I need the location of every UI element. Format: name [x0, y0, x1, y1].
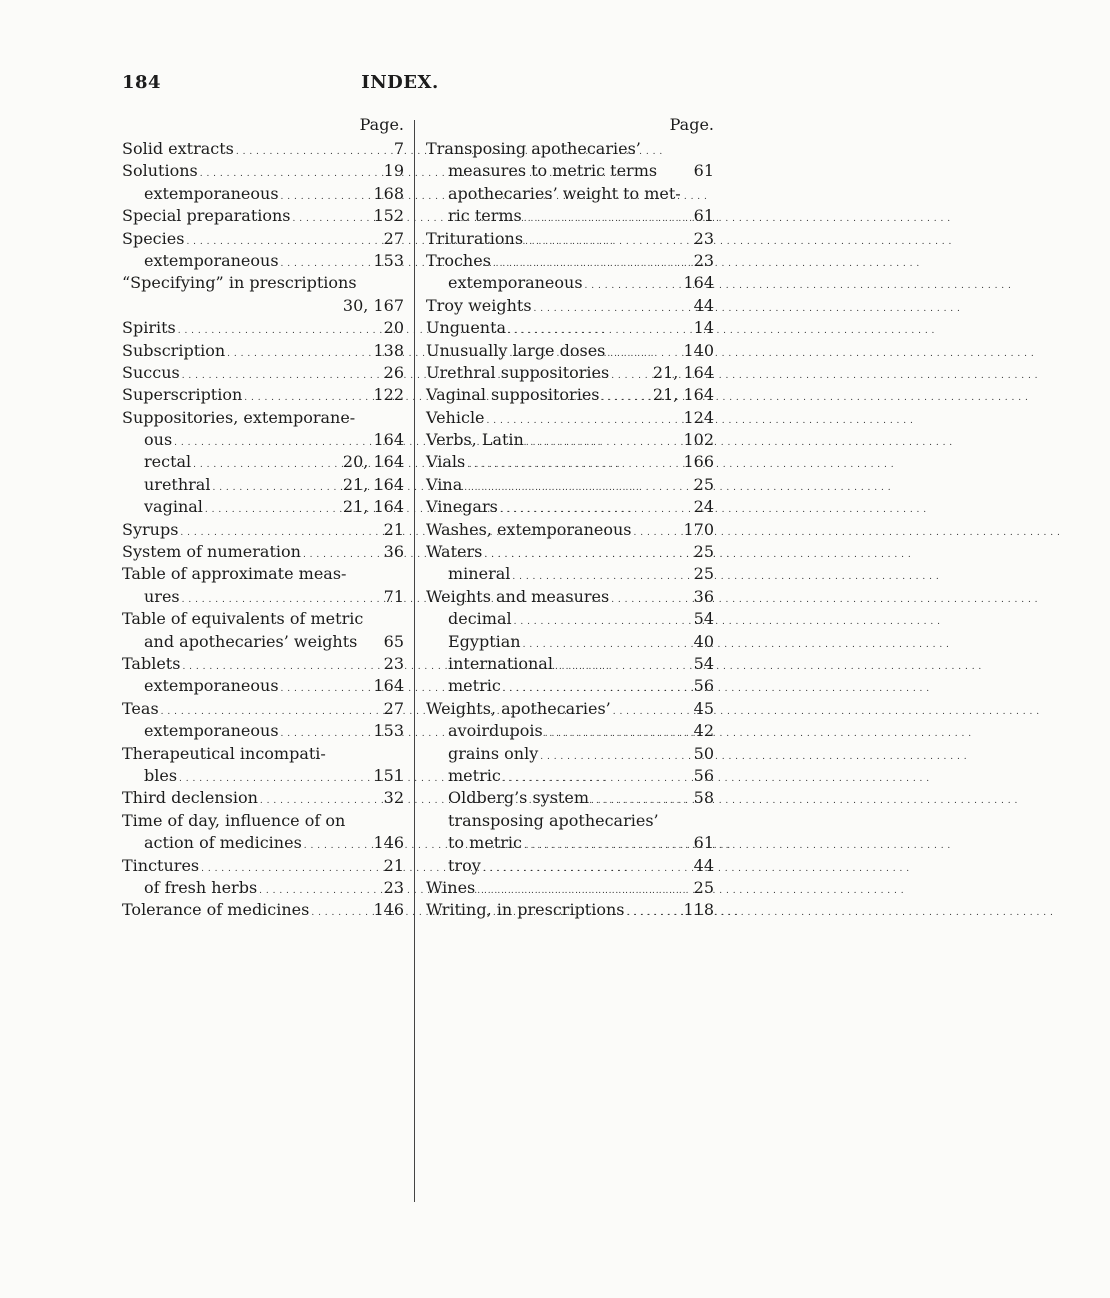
entry-term: of fresh herbs	[144, 877, 258, 897]
entry-page-ref: 102	[683, 430, 714, 450]
entry-page-ref: 58	[693, 788, 714, 808]
entry-term: Syrups	[122, 519, 179, 539]
entry-term: mineral	[448, 564, 511, 584]
entry-term: Waters	[426, 542, 483, 562]
index-entry	[122, 810, 404, 832]
entry-page-ref: 146	[373, 833, 404, 853]
index-entry	[426, 899, 714, 921]
entry-term: measures to metric terms	[448, 161, 658, 181]
entry-page-ref: 56	[693, 765, 714, 785]
entry-term: Spirits	[122, 318, 176, 338]
index-entry	[122, 340, 404, 362]
index-entry	[426, 541, 714, 563]
index-entry	[122, 631, 404, 653]
entry-term: grains only	[448, 743, 539, 763]
entry-page-ref: 45	[693, 698, 714, 718]
index-entry	[426, 765, 714, 787]
index-entry	[122, 138, 404, 160]
index-entry	[426, 810, 714, 832]
entry-term: rectal	[144, 452, 192, 472]
entry-term: extemporaneous	[448, 273, 583, 293]
index-entry	[122, 765, 404, 787]
index-entry	[122, 832, 404, 854]
entry-page-ref: 61	[693, 206, 714, 226]
entry-term: apothecaries’ weight to met-	[448, 183, 681, 203]
entry-page-ref: 164	[683, 273, 714, 293]
index-entry	[426, 698, 714, 720]
entry-term: metric	[448, 765, 501, 785]
index-entry	[426, 743, 714, 765]
entry-page-ref: 151	[373, 765, 404, 785]
index-entry	[426, 787, 714, 809]
index-entry	[426, 340, 714, 362]
entry-term: Subscription	[122, 340, 226, 360]
index-entry	[122, 228, 404, 250]
entry-page-ref: 27	[383, 698, 404, 718]
entry-page-ref: 118	[683, 900, 714, 920]
entry-page-ref: 27	[383, 228, 404, 248]
entry-term: Oldberg’s system	[448, 788, 589, 808]
index-entry	[426, 832, 714, 854]
entry-page-ref: 14	[693, 318, 714, 338]
index-entry	[426, 407, 714, 429]
entry-page-ref: 61	[693, 833, 714, 853]
index-column-right	[426, 112, 714, 922]
entry-page-ref: 21	[383, 519, 404, 539]
entry-term: ric terms	[448, 206, 522, 226]
entry-page-ref: 21, 164	[342, 474, 404, 494]
entry-term: Unguenta	[426, 318, 507, 338]
index-entry	[426, 474, 714, 496]
entry-term: Species	[122, 228, 185, 248]
page-header	[0, 72, 800, 100]
entry-page-ref: 122	[373, 385, 404, 405]
index-entry	[426, 272, 714, 294]
entry-page-ref: 146	[373, 900, 404, 920]
index-entry	[426, 675, 714, 697]
entry-term: Tablets	[122, 653, 181, 673]
entry-term: Tolerance of medicines	[122, 900, 310, 920]
entry-page-ref: 23	[693, 228, 714, 248]
index-entry	[122, 384, 404, 406]
entry-term: Table of approximate meas-	[122, 564, 347, 584]
index-entry	[426, 317, 714, 339]
entry-page-ref: 138	[373, 340, 404, 360]
entry-term: Weights, apothecaries’	[426, 698, 611, 718]
entry-term: and apothecaries’ weights	[144, 631, 358, 651]
entry-page-ref: 30, 167	[342, 295, 404, 315]
index-entry	[122, 407, 404, 429]
entry-term: Vaginal suppositories	[426, 385, 600, 405]
index-entry	[122, 653, 404, 675]
entry-term: urethral	[144, 474, 211, 494]
entry-page-ref: 23	[383, 877, 404, 897]
dot-leader	[311, 899, 371, 924]
index-entry	[122, 295, 404, 317]
entry-page-ref: 50	[693, 743, 714, 763]
entry-page-ref: 164	[373, 430, 404, 450]
entry-term: Washes, extemporaneous	[426, 519, 632, 539]
index-entry	[426, 496, 714, 518]
index-entry	[426, 519, 714, 541]
dot-leader	[627, 899, 682, 924]
entry-term: Succus	[122, 362, 180, 382]
index-entry	[122, 250, 404, 272]
entry-page-ref: 140	[683, 340, 714, 360]
entry-term: Vials	[426, 452, 466, 472]
entry-page-ref: 25	[693, 474, 714, 494]
page-column-label: Page.	[359, 115, 404, 134]
entry-term: Vinegars	[426, 497, 498, 517]
index-entry	[426, 563, 714, 585]
entry-term: extemporaneous	[144, 721, 279, 741]
index-entry	[122, 272, 404, 294]
entry-page-ref: 44	[693, 295, 714, 315]
entry-term: Vina	[426, 474, 463, 494]
entry-page-ref: 7	[393, 139, 404, 158]
entry-page-ref: 124	[683, 407, 714, 427]
entry-term: troy	[448, 855, 481, 875]
entry-page-ref: 24	[693, 497, 714, 517]
index-entry	[426, 183, 714, 205]
entry-term: Verbs, Latin	[426, 430, 524, 450]
entry-term: Superscription	[122, 385, 243, 405]
entry-page-ref: 164	[373, 676, 404, 696]
index-entry	[122, 608, 404, 630]
index-entry	[122, 743, 404, 765]
index-entry	[426, 586, 714, 608]
index-entry	[122, 855, 404, 877]
index-column-left	[122, 112, 404, 922]
entry-term: Solutions	[122, 161, 198, 181]
index-entry	[122, 720, 404, 742]
entry-term: to metric	[448, 833, 522, 853]
entry-term: “Specifying” in prescriptions	[122, 273, 357, 293]
entry-page-ref: 21, 164	[652, 385, 714, 405]
entry-page-ref: 25	[693, 542, 714, 562]
entry-term: Egyptian	[448, 631, 521, 651]
index-entry	[122, 698, 404, 720]
entry-page-ref: 152	[373, 206, 404, 226]
entry-term: metric	[448, 676, 501, 696]
index-entry	[426, 653, 714, 675]
index-entry	[426, 205, 714, 227]
index-entry	[426, 429, 714, 451]
entry-page-ref: 36	[693, 586, 714, 606]
entry-term: Table of equivalents of metric	[122, 609, 364, 629]
index-entry	[122, 205, 404, 227]
entry-term: Urethral suppositories	[426, 362, 610, 382]
entry-term: Unusually large doses	[426, 340, 606, 360]
index-entry	[426, 295, 714, 317]
entry-term: ures	[144, 586, 180, 606]
entry-term: Third declension	[122, 788, 258, 808]
index-entry	[426, 160, 714, 182]
entry-term: Special preparations	[122, 206, 291, 226]
index-entry	[426, 608, 714, 630]
entry-page-ref: 170	[683, 519, 714, 539]
index-entry	[426, 877, 714, 899]
entry-term: extemporaneous	[144, 183, 279, 203]
entry-term: transposing apothecaries’	[448, 810, 659, 830]
entry-page-ref: 166	[683, 452, 714, 472]
index-entry	[122, 519, 404, 541]
entry-page-ref: 168	[373, 183, 404, 203]
index-entry	[122, 362, 404, 384]
entry-term: ous	[144, 430, 173, 450]
entry-term: Transposing apothecaries’	[426, 139, 641, 158]
entry-term: Therapeutical incompati-	[122, 743, 326, 763]
index-entry	[122, 877, 404, 899]
index-entry	[122, 675, 404, 697]
entry-page-ref: 21, 164	[652, 362, 714, 382]
entry-page-ref: 23	[383, 653, 404, 673]
entry-page-ref: 40	[693, 631, 714, 651]
entry-term: Solid extracts	[122, 139, 234, 158]
entry-page-ref: 71	[383, 586, 404, 606]
entry-term: avoirdupois	[448, 721, 543, 741]
entry-term: Vehicle	[426, 407, 485, 427]
index-entry	[122, 474, 404, 496]
index-entry	[426, 720, 714, 742]
index-entry	[122, 899, 404, 921]
entry-term: extemporaneous	[144, 250, 279, 270]
entry-page-ref: 21	[383, 855, 404, 875]
index-entry	[426, 451, 714, 473]
entry-page-ref: 20, 164	[342, 452, 404, 472]
index-entry	[122, 541, 404, 563]
index-entry	[122, 317, 404, 339]
page-column-label: Page.	[669, 115, 714, 134]
entry-page-ref: 42	[693, 721, 714, 741]
index-entry	[426, 250, 714, 272]
entry-term: extemporaneous	[144, 676, 279, 696]
index-entry	[122, 586, 404, 608]
entry-term: Teas	[122, 698, 159, 718]
index-entry	[426, 855, 714, 877]
entry-term: Troches	[426, 250, 491, 270]
entry-term: Tinctures	[122, 855, 200, 875]
entry-term: Triturations	[426, 228, 524, 248]
entry-term: System of numeration	[122, 542, 301, 562]
index-entry	[426, 384, 714, 406]
entry-term: bles	[144, 765, 178, 785]
index-entry	[122, 429, 404, 451]
index-entry	[122, 183, 404, 205]
running-head-title: INDEX.	[361, 72, 439, 93]
entry-page-ref: 26	[383, 362, 404, 382]
entry-page-ref: 65	[383, 631, 404, 651]
index-entry	[426, 138, 714, 160]
entry-term: international	[448, 653, 553, 673]
entry-page-ref: 56	[693, 676, 714, 696]
entry-page-ref: 32	[383, 788, 404, 808]
entry-page-ref: 25	[693, 564, 714, 584]
entry-page-ref: 19	[383, 161, 404, 181]
entry-term: Suppositories, extemporane-	[122, 407, 356, 427]
entry-term: Troy weights	[426, 295, 532, 315]
entry-page-ref: 36	[383, 542, 404, 562]
entry-term: Weights and measures	[426, 586, 610, 606]
index-entry	[426, 228, 714, 250]
index-entry	[426, 362, 714, 384]
entry-page-ref: 153	[373, 250, 404, 270]
column-divider	[414, 120, 415, 1202]
entry-page-ref: 21, 164	[342, 497, 404, 517]
index-entry	[122, 563, 404, 585]
index-entry	[122, 451, 404, 473]
entry-term: Time of day, influence of on	[122, 810, 346, 830]
index-entry	[122, 496, 404, 518]
index-entry	[426, 631, 714, 653]
entry-page-ref: 61	[693, 161, 714, 181]
entry-page-ref: 44	[693, 855, 714, 875]
entry-page-ref: 54	[693, 653, 714, 673]
entry-page-ref: 23	[693, 250, 714, 270]
entry-page-ref: 153	[373, 721, 404, 741]
entry-page-ref: 25	[693, 877, 714, 897]
entry-term: Writing, in prescriptions	[426, 900, 625, 920]
entry-term: decimal	[448, 609, 512, 629]
index-entry	[122, 160, 404, 182]
page-number: 184	[122, 72, 162, 93]
entry-term: Wines	[426, 877, 476, 897]
entry-term: vaginal	[144, 497, 203, 517]
entry-term: action of medicines	[144, 833, 302, 853]
entry-page-ref: 20	[383, 318, 404, 338]
index-entry	[122, 787, 404, 809]
entry-page-ref: 54	[693, 609, 714, 629]
